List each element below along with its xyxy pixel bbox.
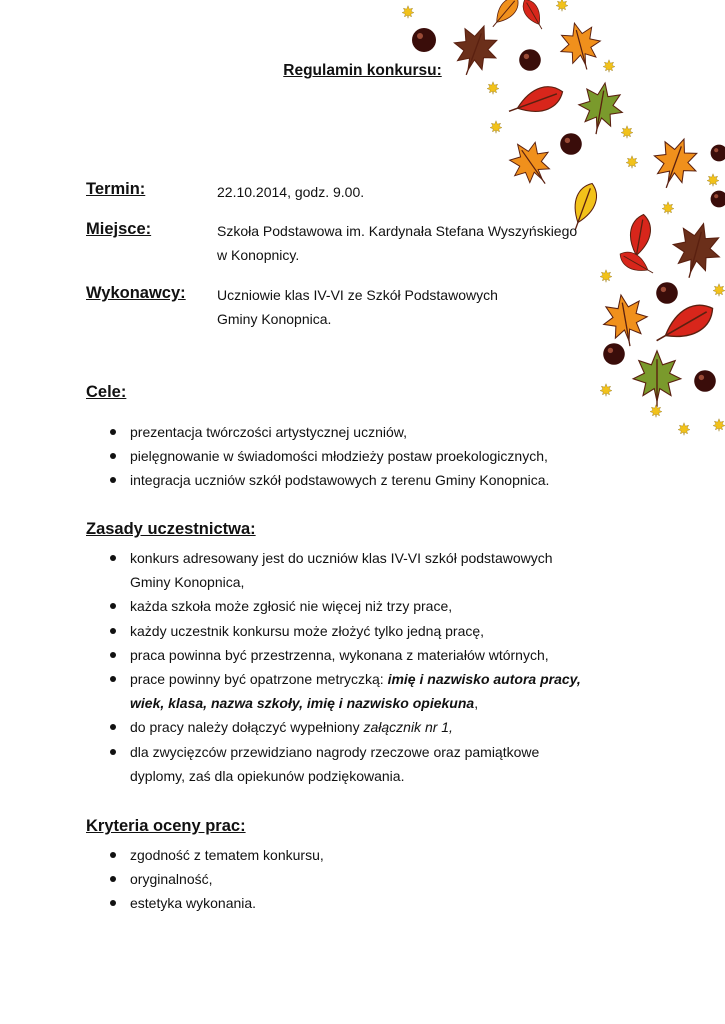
list-item: pielęgnowanie w świadomości młodzieży postaw proekologicznych, xyxy=(0,444,549,468)
goals-heading: Cele: xyxy=(86,383,127,401)
goals-list xyxy=(0,420,549,493)
criteria-list xyxy=(0,843,324,916)
place-label: Miejsce: xyxy=(86,220,152,238)
document-title: Regulamin konkursu: xyxy=(283,62,442,79)
list-item: zgodność z tematem konkursu, xyxy=(0,843,324,867)
performers-label: Wykonawcy: xyxy=(86,284,186,302)
rules-heading: Zasady uczestnictwa: xyxy=(86,520,256,538)
list-item: każda szkoła może zgłosić nie więcej niż trzy prace, xyxy=(0,594,581,618)
list-item xyxy=(0,740,581,788)
list-item: estetyka wykonania. xyxy=(0,891,324,915)
list-item-text: prace powinny być opatrzone metryczką: xyxy=(130,671,388,688)
list-item-text: dla zwycięzców przewidziano nagrody rzeczowe oraz pamiątkowe xyxy=(130,743,540,760)
list-item-text: dyplomy, zaś dla opiekunów podziękowania. xyxy=(130,767,405,784)
place-value-line: w Konopnicy. xyxy=(217,247,300,263)
list-item-text: , xyxy=(474,695,479,712)
list-item: integracja uczniów szkół podstawowych z terenu Gminy Konopnica. xyxy=(0,468,549,492)
list-item: prezentacja twórczości artystycznej uczniów, xyxy=(0,420,549,444)
list-item-text: konkurs adresowany jest do uczniów klas IV-VI szkół podstawowych xyxy=(130,550,553,566)
term-value-line: 22.10.2014, godz. 9.00. xyxy=(217,184,365,200)
list-item-italic: załącznik nr 1, xyxy=(363,719,453,736)
performers-value-line: Gminy Konopnica. xyxy=(217,311,332,327)
list-item xyxy=(0,546,581,594)
list-item-text: do pracy należy dołączyć wypełniony xyxy=(130,719,364,736)
list-item: oryginalność, xyxy=(0,867,324,891)
place-value-line: Szkoła Podstawowa im. Kardynała Stefana Wyszyńskiego xyxy=(217,223,578,239)
list-item: każdy uczestnik konkursu może złożyć tylko jedną pracę, xyxy=(0,619,581,643)
list-item xyxy=(0,715,581,739)
list-item-emphasis: imię i nazwisko autora pracy, xyxy=(387,671,581,688)
list-item xyxy=(0,667,581,715)
term-label: Termin: xyxy=(86,180,146,198)
list-item-text: Gminy Konopnica, xyxy=(130,574,245,591)
list-item-emphasis: wiek, klasa, nazwa szkoły, imię i nazwisko opiekuna xyxy=(130,695,475,712)
performers-value-line: Uczniowie klas IV-VI ze Szkół Podstawowych xyxy=(217,287,498,303)
rules-list xyxy=(0,546,581,788)
list-item: praca powinna być przestrzenna, wykonana z materiałów wtórnych, xyxy=(0,643,581,667)
place-value xyxy=(217,219,577,267)
criteria-heading: Kryteria oceny prac: xyxy=(86,817,246,835)
performers-value xyxy=(217,283,498,331)
term-value xyxy=(217,180,364,204)
